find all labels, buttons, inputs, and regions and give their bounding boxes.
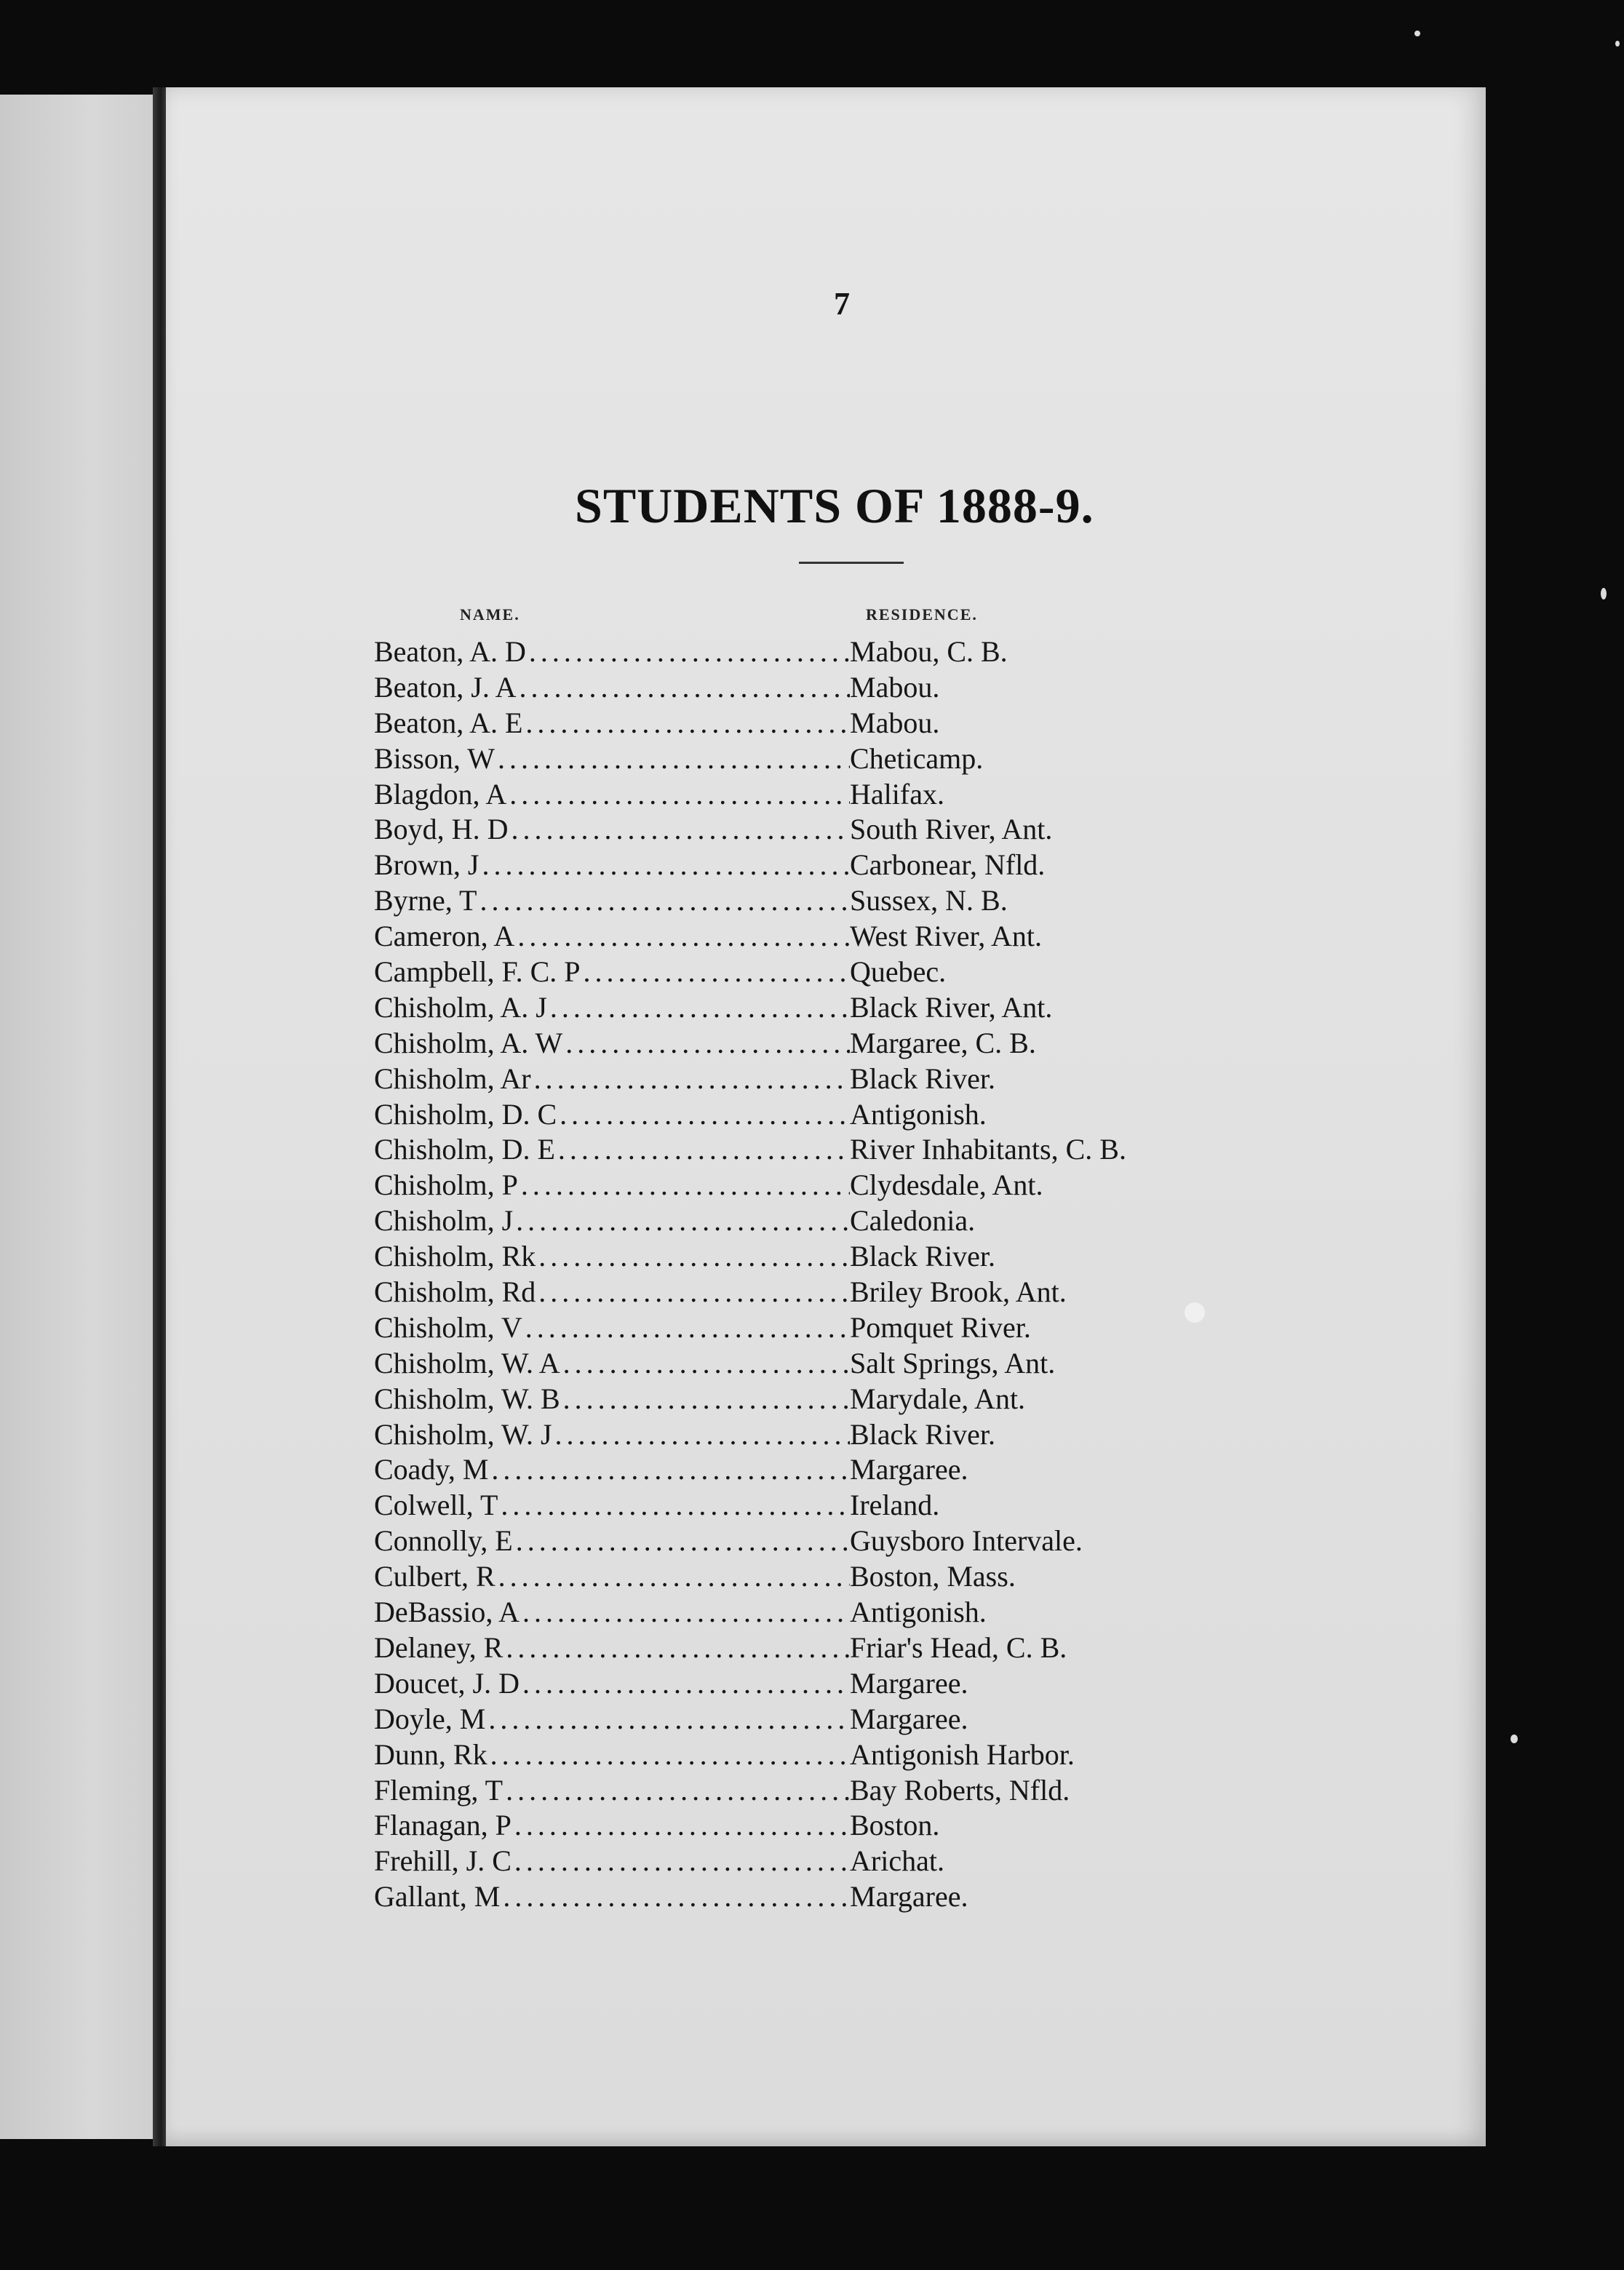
student-name-cell	[374, 1737, 850, 1772]
column-header-residence: RESIDENCE.	[866, 605, 978, 624]
student-name-cell	[374, 1062, 850, 1096]
dot-leader	[514, 1808, 850, 1842]
student-name: Coady, M	[374, 1453, 489, 1486]
student-residence: Antigonish.	[850, 1596, 987, 1629]
dot-leader	[491, 1452, 850, 1486]
margin-speck	[1414, 31, 1420, 36]
student-residence: Quebec.	[850, 955, 947, 989]
student-row	[374, 1239, 1247, 1275]
student-name-cell	[374, 1808, 850, 1842]
student-name: Cameron, A	[374, 920, 515, 953]
student-name: Chisholm, J	[374, 1204, 514, 1238]
student-name: Beaton, A. E	[374, 706, 523, 739]
dot-leader	[522, 1595, 850, 1629]
dot-leader	[509, 777, 850, 811]
student-name-cell	[374, 670, 850, 704]
student-row	[374, 1844, 1247, 1879]
dot-leader	[565, 1026, 850, 1060]
student-name: Frehill, J. C	[374, 1844, 512, 1878]
student-name-cell	[374, 1630, 850, 1665]
student-name-cell	[374, 1702, 850, 1736]
student-name: Beaton, A. D	[374, 635, 526, 668]
student-row	[374, 1773, 1247, 1809]
student-name: DeBassio, A	[374, 1596, 520, 1629]
dot-leader	[498, 1559, 850, 1593]
dot-leader	[525, 1310, 850, 1345]
student-name: Gallant, M	[374, 1880, 501, 1913]
student-name: Dunn, Rk	[374, 1737, 487, 1771]
student-name: Chisholm, Ar	[374, 1062, 531, 1095]
student-residence: Margaree.	[850, 1453, 968, 1486]
student-residence: Black River, Ant.	[850, 990, 1053, 1024]
student-name: Chisholm, D. C	[374, 1097, 557, 1131]
student-name-cell	[374, 1559, 850, 1593]
student-residence: Pomquet River.	[850, 1310, 1031, 1344]
margin-speck	[1601, 588, 1607, 600]
dot-leader	[522, 1666, 850, 1700]
dot-leader	[534, 1062, 850, 1096]
dot-leader	[563, 1346, 850, 1380]
dot-leader	[516, 1524, 850, 1558]
student-name: Boyd, H. D	[374, 813, 509, 846]
student-residence: Boston, Mass.	[850, 1560, 1016, 1593]
student-residence: Antigonish.	[850, 1097, 987, 1131]
student-residence: Margaree.	[850, 1702, 968, 1735]
student-name: Blagdon, A	[374, 777, 507, 811]
student-name-cell	[374, 1097, 850, 1131]
student-name-cell	[374, 1203, 850, 1238]
dot-leader	[514, 1844, 850, 1878]
dot-leader	[555, 1417, 850, 1451]
student-residence: Ireland.	[850, 1489, 940, 1522]
dot-leader	[558, 1132, 850, 1166]
student-residence: Mabou.	[850, 670, 940, 704]
student-row	[374, 848, 1247, 883]
dot-leader	[490, 1737, 850, 1772]
student-residence: Mabou.	[850, 706, 940, 739]
student-name-cell	[374, 848, 850, 882]
student-residence: Black River.	[850, 1417, 995, 1451]
student-roster	[374, 634, 1247, 1915]
student-name: Chisholm, A. J	[374, 990, 547, 1024]
student-row	[374, 812, 1247, 848]
student-row	[374, 1737, 1247, 1773]
student-row	[374, 1452, 1247, 1488]
student-row	[374, 634, 1247, 670]
student-row	[374, 1203, 1247, 1239]
student-name-cell	[374, 1346, 850, 1380]
dot-leader	[529, 634, 850, 669]
student-row	[374, 777, 1247, 813]
student-name: Chisholm, A. W	[374, 1026, 563, 1059]
student-row	[374, 706, 1247, 741]
student-residence: Boston.	[850, 1809, 940, 1842]
student-name: Chisholm, W. A	[374, 1346, 560, 1379]
student-name: Delaney, R	[374, 1630, 503, 1664]
student-row	[374, 1702, 1247, 1737]
student-row	[374, 1595, 1247, 1630]
student-name-cell	[374, 1168, 850, 1202]
student-name-cell	[374, 1452, 850, 1486]
student-name-cell	[374, 1239, 850, 1273]
student-row	[374, 883, 1247, 919]
dot-leader	[498, 741, 850, 776]
student-row	[374, 1382, 1247, 1417]
student-name: Chisholm, Rd	[374, 1275, 536, 1309]
dot-leader	[538, 1239, 850, 1273]
margin-speck	[1510, 1735, 1518, 1743]
margin-speck	[1615, 41, 1620, 47]
student-row	[374, 1062, 1247, 1097]
student-name: Chisholm, W. B	[374, 1382, 560, 1415]
student-residence: Clydesdale, Ant.	[850, 1168, 1043, 1202]
dot-leader	[525, 706, 850, 740]
student-row	[374, 1808, 1247, 1844]
student-residence: Black River.	[850, 1240, 995, 1273]
student-name-cell	[374, 1773, 850, 1807]
student-residence: Margaree, C. B.	[850, 1026, 1036, 1059]
student-row	[374, 670, 1247, 706]
student-name-cell	[374, 1417, 850, 1451]
dot-leader	[511, 812, 850, 846]
student-name-cell	[374, 634, 850, 669]
student-residence: Guysboro Intervale.	[850, 1524, 1083, 1558]
student-row	[374, 1524, 1247, 1559]
student-residence: Briley Brook, Ant.	[850, 1275, 1067, 1309]
student-residence: Margaree.	[850, 1666, 968, 1700]
page-number: 7	[834, 286, 850, 322]
student-residence: Salt Springs, Ant.	[850, 1346, 1056, 1379]
student-name: Fleming, T	[374, 1773, 503, 1807]
student-name-cell	[374, 1382, 850, 1416]
student-name: Flanagan, P	[374, 1809, 512, 1842]
facing-page-edge	[0, 95, 157, 2139]
dot-leader	[501, 1488, 850, 1522]
student-residence: Carbonear, Nfld.	[850, 848, 1046, 882]
student-row	[374, 1879, 1247, 1915]
student-row	[374, 1275, 1247, 1310]
student-residence: Antigonish Harbor.	[850, 1737, 1075, 1771]
page-title: STUDENTS OF 1888-9.	[575, 478, 1094, 533]
student-name-cell	[374, 919, 850, 953]
student-residence: River Inhabitants, C. B.	[850, 1133, 1126, 1166]
student-name: Doucet, J. D	[374, 1666, 520, 1700]
student-name: Culbert, R	[374, 1560, 495, 1593]
student-name: Beaton, J. A	[374, 670, 517, 704]
student-name-cell	[374, 1310, 850, 1345]
student-row	[374, 1026, 1247, 1062]
student-row	[374, 1168, 1247, 1203]
dot-leader	[563, 1382, 850, 1416]
dot-leader	[482, 848, 850, 882]
student-residence: Mabou, C. B.	[850, 635, 1008, 668]
student-residence: Margaree.	[850, 1880, 968, 1913]
student-name: Brown, J	[374, 848, 479, 882]
student-name-cell	[374, 1844, 850, 1878]
dot-leader	[538, 1275, 850, 1309]
student-row	[374, 741, 1247, 777]
student-name-cell	[374, 777, 850, 811]
student-residence: Caledonia.	[850, 1204, 976, 1238]
student-name-cell	[374, 990, 850, 1024]
student-residence: Cheticamp.	[850, 741, 984, 775]
student-name-cell	[374, 706, 850, 740]
student-residence: Halifax.	[850, 777, 944, 811]
student-row	[374, 955, 1247, 990]
student-name: Chisholm, V	[374, 1310, 522, 1344]
student-name-cell	[374, 1879, 850, 1913]
student-row	[374, 919, 1247, 955]
student-name: Byrne, T	[374, 884, 477, 917]
student-name: Doyle, M	[374, 1702, 486, 1735]
dot-leader	[560, 1097, 850, 1131]
student-name: Chisholm, P	[374, 1168, 518, 1202]
student-name-cell	[374, 1275, 850, 1309]
student-name: Bisson, W	[374, 741, 495, 775]
student-residence: Arichat.	[850, 1844, 944, 1878]
student-name-cell	[374, 1666, 850, 1700]
student-row	[374, 1630, 1247, 1666]
student-name: Chisholm, W. J	[374, 1417, 552, 1451]
student-name: Colwell, T	[374, 1489, 498, 1522]
student-row	[374, 1417, 1247, 1453]
student-residence: Marydale, Ant.	[850, 1382, 1026, 1415]
dot-leader	[516, 1203, 850, 1238]
student-name-cell	[374, 741, 850, 776]
student-row	[374, 1132, 1247, 1168]
student-name: Campbell, F. C. P	[374, 955, 581, 989]
student-residence: Black River.	[850, 1062, 995, 1095]
column-header-name: NAME.	[460, 605, 520, 624]
student-name-cell	[374, 955, 850, 989]
student-name-cell	[374, 1026, 850, 1060]
student-residence: Friar's Head, C. B.	[850, 1630, 1067, 1664]
student-row	[374, 1097, 1247, 1133]
title-rule	[799, 562, 904, 564]
dot-leader	[520, 670, 850, 704]
student-row	[374, 1559, 1247, 1595]
student-residence: Bay Roberts, Nfld.	[850, 1773, 1070, 1807]
student-residence: South River, Ant.	[850, 813, 1053, 846]
student-residence: Sussex, N. B.	[850, 884, 1008, 917]
student-row	[374, 1488, 1247, 1524]
student-name-cell	[374, 1132, 850, 1166]
student-name: Connolly, E	[374, 1524, 513, 1558]
student-name-cell	[374, 1524, 850, 1558]
dot-leader	[479, 883, 850, 917]
dot-leader	[584, 955, 851, 989]
student-name-cell	[374, 1488, 850, 1522]
dot-leader	[488, 1702, 850, 1736]
dot-leader	[506, 1773, 850, 1807]
dot-leader	[550, 990, 850, 1024]
student-name-cell	[374, 812, 850, 846]
student-name-cell	[374, 1595, 850, 1629]
student-row	[374, 1666, 1247, 1702]
dot-leader	[521, 1168, 850, 1202]
dot-leader	[506, 1630, 850, 1665]
student-name: Chisholm, D. E	[374, 1133, 555, 1166]
dot-leader	[517, 919, 850, 953]
student-residence: West River, Ant.	[850, 920, 1043, 953]
student-row	[374, 990, 1247, 1026]
student-row	[374, 1346, 1247, 1382]
dot-leader	[503, 1879, 850, 1913]
student-name-cell	[374, 883, 850, 917]
student-name: Chisholm, Rk	[374, 1240, 536, 1273]
student-row	[374, 1310, 1247, 1346]
